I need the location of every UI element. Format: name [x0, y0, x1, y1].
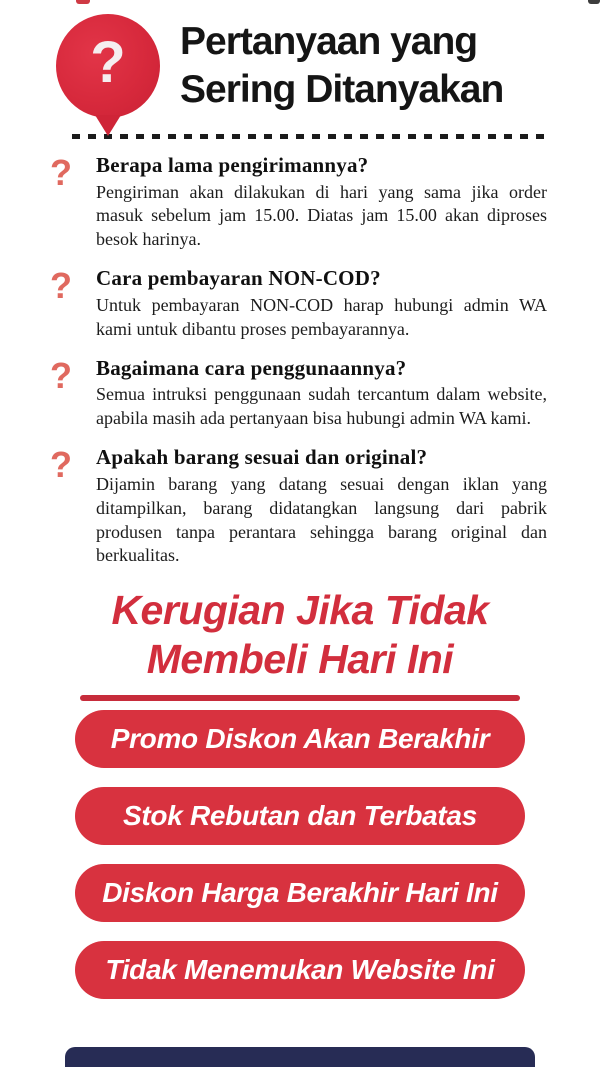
- balloon-circle: [56, 14, 160, 118]
- next-section-top-strip: [65, 1047, 535, 1067]
- faq-answer: Semua intruksi penggunaan sudah tercantum dalam website, apabila masih ada pertanyaan bisa hubungi admin WA kami.: [96, 384, 547, 429]
- faq-body: [96, 446, 547, 568]
- faq-question: Apakah barang sesuai dan original?: [96, 445, 428, 470]
- top-left-cutoff-artifact: [76, 0, 90, 4]
- faq-item-originality: [0, 446, 600, 568]
- balloon-tail: [95, 115, 121, 136]
- question-mark-icon: ?: [50, 265, 72, 307]
- faq-list: [0, 154, 600, 568]
- faq-header: [0, 0, 600, 118]
- page-title: [180, 18, 503, 113]
- faq-item-payment: [0, 267, 600, 341]
- question-mark-icon: ?: [50, 354, 72, 396]
- pill-label: Stok Rebutan dan Terbatas: [123, 800, 477, 832]
- page-title-line1: Pertanyaan yang: [180, 20, 478, 64]
- faq-body: [96, 154, 547, 252]
- faq-answer: Dijamin barang yang datang sesuai dengan iklan yang ditampilkan, barang didatangkan langsung dari pabrik produsen tanpa perantara sehingga barang original dan berkualitas.: [96, 473, 547, 566]
- faq-question: Bagaimana cara penggunaannya?: [96, 355, 407, 380]
- dashed-divider: [72, 134, 545, 139]
- question-balloon-icon: [56, 14, 160, 118]
- faq-answer: Pengiriman akan dilakukan di hari yang sama jika order masuk sebelum jam 15.00. Diatas jam 15.00 akan diproses besok harinya.: [96, 181, 547, 250]
- loss-heading-line2: Membeli Hari Ini: [146, 635, 454, 682]
- pill-label: Diskon Harga Berakhir Hari Ini: [102, 877, 498, 909]
- pill-label: Promo Diskon Akan Berakhir: [110, 723, 490, 755]
- question-mark-icon: ?: [50, 152, 72, 193]
- faq-item-shipping: [0, 154, 600, 252]
- top-right-cutoff-artifact: [588, 0, 600, 4]
- faq-item-usage: [0, 354, 600, 431]
- red-divider: [80, 695, 520, 701]
- page-title-line2: Sering Ditanyakan: [180, 68, 504, 111]
- faq-question: Berapa lama pengirimannya?: [96, 153, 369, 177]
- promo-ending-button[interactable]: [75, 710, 525, 768]
- loss-section-heading: [0, 586, 600, 683]
- limited-stock-button[interactable]: [75, 787, 525, 845]
- website-not-found-button[interactable]: [75, 941, 525, 999]
- balloon-question-glyph: ?: [90, 30, 126, 95]
- discount-ends-today-button[interactable]: [75, 864, 525, 922]
- faq-body: [96, 357, 547, 431]
- question-mark-icon: ?: [50, 444, 72, 486]
- faq-answer: Untuk pembayaran NON-COD harap hubungi admin WA kami untuk dibantu proses pembayarannya.: [96, 294, 547, 339]
- loss-button-list: [0, 710, 600, 999]
- loss-heading-line1: Kerugian Jika Tidak: [111, 587, 489, 634]
- faq-body: [96, 267, 547, 341]
- faq-question: Cara pembayaran NON-COD?: [96, 266, 381, 291]
- pill-label: Tidak Menemukan Website Ini: [105, 954, 495, 986]
